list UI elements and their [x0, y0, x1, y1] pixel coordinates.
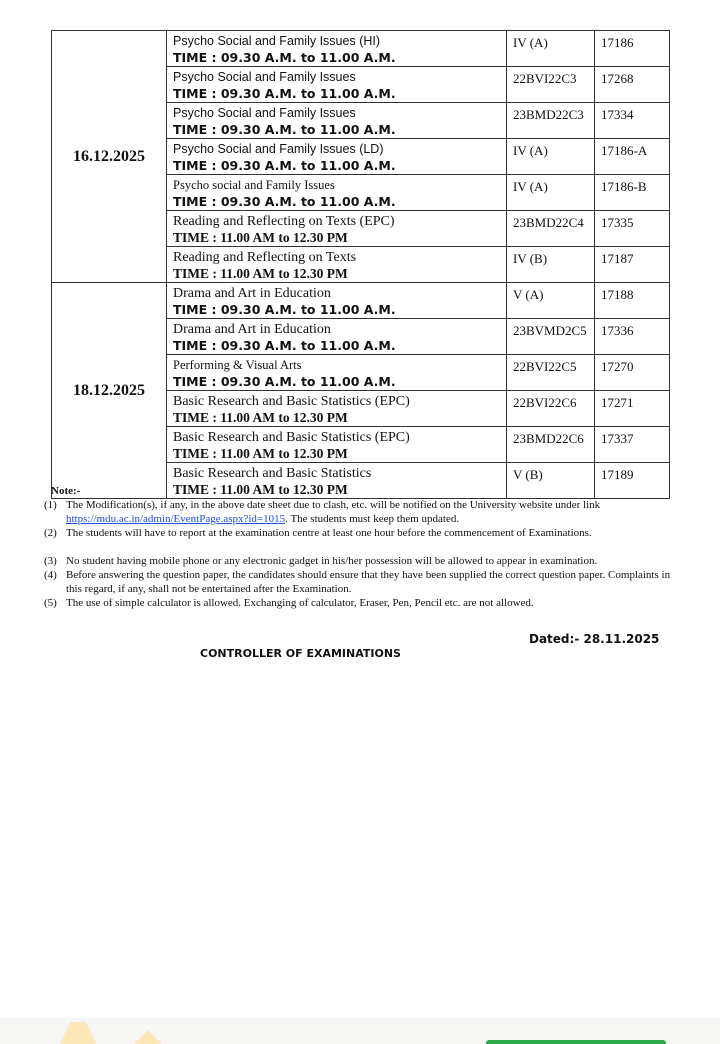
note-item	[40, 554, 680, 568]
note-item	[40, 498, 680, 526]
subject-cell	[167, 103, 507, 139]
semester-cell: 22BVI22C6	[507, 391, 595, 427]
semester-cell: IV (A)	[507, 139, 595, 175]
subject-name: Basic Research and Basic Statistics (EPC)	[173, 430, 410, 445]
exam-row	[52, 283, 670, 319]
exam-time: TIME : 09.30 A.M. to 11.00 A.M.	[173, 194, 396, 209]
exam-time: TIME : 09.30 A.M. to 11.00 A.M.	[173, 302, 396, 317]
footer-action-button[interactable]	[486, 1040, 666, 1044]
semester-cell: 23BMD22C3	[507, 103, 595, 139]
subject-name: Performing & Visual Arts	[173, 358, 302, 372]
semester-cell: IV (A)	[507, 175, 595, 211]
paper-code-cell: 17335	[595, 211, 670, 247]
exam-time: TIME : 09.30 A.M. to 11.00 A.M.	[173, 86, 396, 101]
semester-cell: 22BVI22C3	[507, 67, 595, 103]
semester-cell: V (A)	[507, 283, 595, 319]
semester-cell: IV (B)	[507, 247, 595, 283]
date-sheet-table	[51, 30, 670, 499]
subject-cell	[167, 31, 507, 67]
note-item	[40, 568, 680, 596]
note-text-after: . The students must keep them updated.	[285, 513, 460, 525]
semester-cell: 23BMD22C4	[507, 211, 595, 247]
signatory-title: CONTROLLER OF EXAMINATIONS	[200, 647, 401, 660]
subject-name: Reading and Reflecting on Texts (EPC)	[173, 214, 395, 229]
paper-code-cell: 17187	[595, 247, 670, 283]
paper-code-cell: 17186	[595, 31, 670, 67]
subject-name: Reading and Reflecting on Texts	[173, 250, 357, 265]
exam-time: TIME : 09.30 A.M. to 11.00 A.M.	[173, 338, 396, 353]
note-number: (2)	[44, 527, 57, 539]
subject-cell	[167, 175, 507, 211]
subject-cell	[167, 139, 507, 175]
paper-code-cell: 17186-B	[595, 175, 670, 211]
notes-title: Note:-	[51, 485, 81, 497]
semester-cell: V (B)	[507, 463, 595, 499]
exam-time: TIME : 11.00 AM to 12.30 PM	[173, 266, 348, 281]
subject-name: Drama and Art in Education	[173, 322, 331, 337]
subject-cell	[167, 67, 507, 103]
subject-cell	[167, 211, 507, 247]
paper-code-cell: 17270	[595, 355, 670, 391]
subject-cell	[167, 319, 507, 355]
note-item	[40, 596, 680, 610]
paper-code-cell: 17186-A	[595, 139, 670, 175]
paper-code-cell: 17188	[595, 283, 670, 319]
paper-code-cell: 17336	[595, 319, 670, 355]
exam-time: TIME : 09.30 A.M. to 11.00 A.M.	[173, 374, 396, 389]
subject-cell	[167, 355, 507, 391]
subject-cell	[167, 247, 507, 283]
paper-code-cell: 17334	[595, 103, 670, 139]
note-number: (5)	[44, 597, 57, 609]
note-text: The students will have to report at the examination centre at least one hour before the commencement of Examinations.	[66, 527, 592, 539]
note-number: (1)	[44, 499, 57, 511]
note-text: Before answering the question paper, the candidates should ensure that they have been supplied the correct question paper. Complaints in this regard, if any, shall not be entertained after the Examination.	[66, 569, 671, 595]
dated-label: Dated:- 28.11.2025	[529, 632, 660, 646]
exam-time: TIME : 11.00 AM to 12.30 PM	[173, 446, 348, 461]
exam-time: TIME : 11.00 AM to 12.30 PM	[173, 482, 348, 497]
exam-date: 16.12.2025	[52, 31, 167, 283]
note-text: No student having mobile phone or any electronic gadget in his/her possession will be allowed to appear in examination.	[66, 555, 598, 567]
exam-time: TIME : 09.30 A.M. to 11.00 A.M.	[173, 158, 396, 173]
exam-row	[52, 31, 670, 67]
exam-time: TIME : 09.30 A.M. to 11.00 A.M.	[173, 122, 396, 137]
paper-code-cell: 17189	[595, 463, 670, 499]
subject-name: Psycho Social and Family Issues (HI)	[173, 34, 381, 48]
semester-cell: 23BVMD2C5	[507, 319, 595, 355]
subject-name: Psycho Social and Family Issues	[173, 70, 356, 84]
semester-cell: 23BMD22C6	[507, 427, 595, 463]
exam-time: TIME : 11.00 AM to 12.30 PM	[173, 410, 348, 425]
paper-code-cell: 17271	[595, 391, 670, 427]
paper-code-cell: 17268	[595, 67, 670, 103]
semester-cell: 22BVI22C5	[507, 355, 595, 391]
footer-logo-fragment	[56, 1018, 166, 1044]
subject-cell	[167, 427, 507, 463]
paper-code-cell: 17337	[595, 427, 670, 463]
subject-name: Psycho Social and Family Issues	[173, 106, 356, 120]
subject-name: Psycho social and Family Issues	[173, 178, 335, 192]
note-item	[40, 526, 680, 540]
notes-section	[40, 484, 680, 610]
semester-cell: IV (A)	[507, 31, 595, 67]
subject-name: Psycho Social and Family Issues (LD)	[173, 142, 384, 156]
subject-name: Basic Research and Basic Statistics	[173, 466, 372, 481]
note-text: The use of simple calculator is allowed. Exchanging of calculator, Eraser, Pen, Pencil etc. are not allowed.	[66, 597, 534, 609]
note-text: The Modification(s), if any, in the above date sheet due to clash, etc. will be notified on the University website under link	[66, 499, 601, 511]
subject-cell	[167, 283, 507, 319]
note-number: (3)	[44, 555, 57, 567]
event-page-link[interactable]: https://mdu.ac.in/admin/EventPage.aspx?id=1015	[66, 513, 286, 525]
note-number: (4)	[44, 569, 57, 581]
exam-date: 18.12.2025	[52, 283, 167, 499]
subject-cell	[167, 391, 507, 427]
subject-name: Drama and Art in Education	[173, 286, 331, 301]
exam-time: TIME : 11.00 AM to 12.30 PM	[173, 230, 348, 245]
subject-name: Basic Research and Basic Statistics (EPC)	[173, 394, 410, 409]
exam-time: TIME : 09.30 A.M. to 11.00 A.M.	[173, 50, 396, 65]
